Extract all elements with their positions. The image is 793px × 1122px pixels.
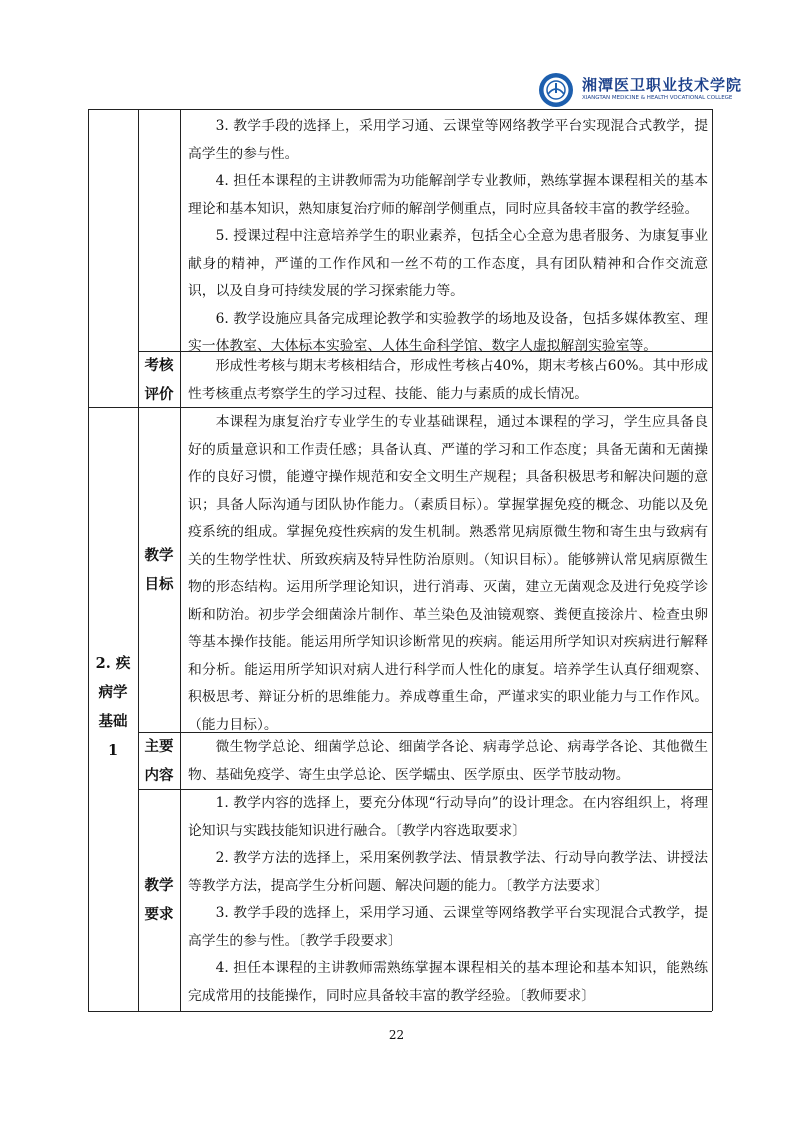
assessment-text: 形成性考核与期末考核相结合，形成性考核占40%，期末考核占60%。其中形成性考核重点考察学生的学习过程、技能、能力与素质的成长情况。	[188, 358, 708, 402]
content-text: 微生物学总论、细菌学总论、细菌学各论、病毒学总论、病毒学各论、其他微生物、基础免疫学、寄生虫学总论、医学蠕虫、医学原虫、医学节肢动物。	[188, 739, 708, 783]
content-label: 主要 内容	[144, 738, 174, 784]
college-logo	[538, 72, 743, 110]
requirement-item: 3. 教学手段的选择上，采用学习通、云课堂等网络教学平台实现混合式教学，提高学生的参与性。〔教学手段要求〕	[188, 905, 708, 949]
requirements-label: 教学 要求	[144, 877, 174, 923]
course2-content-cell	[188, 734, 708, 789]
course1-assessment-cell	[188, 353, 708, 408]
course2-category: 2. 疾 病学 基础 1	[95, 655, 131, 759]
course2-objectives-cell	[188, 409, 708, 739]
table-top-border	[88, 109, 712, 110]
requirement-item: 3. 教学手段的选择上，采用学习通、云课堂等网络教学平台实现混合式教学，提高学生的参与性。	[188, 118, 708, 162]
requirement-item: 6. 教学设施应具备完成理论教学和实验教学的场地及设备，包括多媒体教室、理实一体教室、大体标本实验室、人体生命科学馆、数字人虚拟解剖实验室等。	[188, 310, 708, 354]
college-seal-icon	[538, 72, 574, 108]
requirement-item: 4. 担任本课程的主讲教师需为功能解剖学专业教师，熟练掌握本课程相关的基本理论和基本知识，熟知康复治疗师的解剖学侧重点，同时应具备较丰富的教学经验。	[188, 173, 708, 217]
requirement-item: 2. 教学方法的选择上，采用案例教学法、情景教学法、行动导向教学法、讲授法等教学方法，提高学生分析问题、解决问题的能力。〔教学方法要求〕	[188, 850, 708, 894]
curriculum-table	[88, 109, 712, 1011]
requirement-item: 1. 教学内容的选择上，要充分体现“行动导向”的设计理念。在内容组织上，将理论知识与实践技能知识进行融合。〔教学内容选取要求〕	[188, 795, 708, 839]
table-bottom-border	[88, 1011, 712, 1012]
course2-requirements-cell	[188, 790, 708, 1010]
assessment-label: 考核 评价	[144, 357, 174, 403]
page-number: 22	[388, 1028, 405, 1042]
school-name-cn: 湘潭医卫职业技术学院	[582, 76, 743, 94]
table-column-divider-2	[180, 109, 181, 1011]
school-name-en: XIANGTAN MEDICINE & HEALTH VOCATIONAL COLLEGE	[582, 95, 733, 101]
course1-requirements-cell	[188, 113, 708, 361]
objectives-text: 本课程为康复治疗专业学生的专业基础课程，通过本课程的学习，学生应具备良好的质量意识和工作责任感；具备认真、严谨的学习和工作态度；具备无菌和无菌操作的良好习惯，能遵守操作规范和安全文明生产规程；具备积极思考和解决问题的意识；具备人际沟通与团队协作能力。（素质目标）。掌握掌握免疫的概念、功能以及免疫系统的组成。掌握免疫性疾病的发生机制。熟悉常见病原微生物和寄生虫与致病有关的生物学性状、所致疾病及特异性防治原则。（知识目标）。能够辨认常见病原微生物的形态结构。运用所学理论知识，进行消毒、灭菌，建立无菌观念及进行免疫学诊断和防治。初步学会细菌涂片制作、革兰染色及油镜观察、粪便直接涂片、检查虫卵等基本操作技能。能运用所学知识诊断常见的疾病。能运用所学知识对疾病进行解释和分析。能运用所学知识对病人进行科学而人性化的康复。培养学生认真仔细观察、积极思考、辩证分析的思维能力。养成尊重生命，严谨求实的职业能力与工作作风。（能力目标）。	[188, 414, 708, 733]
table-right-border	[712, 109, 713, 1011]
table-left-border	[88, 109, 89, 1011]
objectives-label: 教学 目标	[144, 547, 174, 593]
requirement-item: 5. 授课过程中注意培养学生的职业素养，包括全心全意为患者服务、为康复事业献身的精神，严谨的工作作风和一丝不苟的工作态度，具有团队精神和合作交流意识，以及自身可持续发展的学习探索能力等。	[188, 228, 708, 299]
requirement-item: 4. 担任本课程的主讲教师需熟练掌握本课程相关的基本理论和基本知识，能熟练完成常用的技能操作，同时应具备较丰富的教学经验。〔教师要求〕	[188, 960, 708, 1004]
